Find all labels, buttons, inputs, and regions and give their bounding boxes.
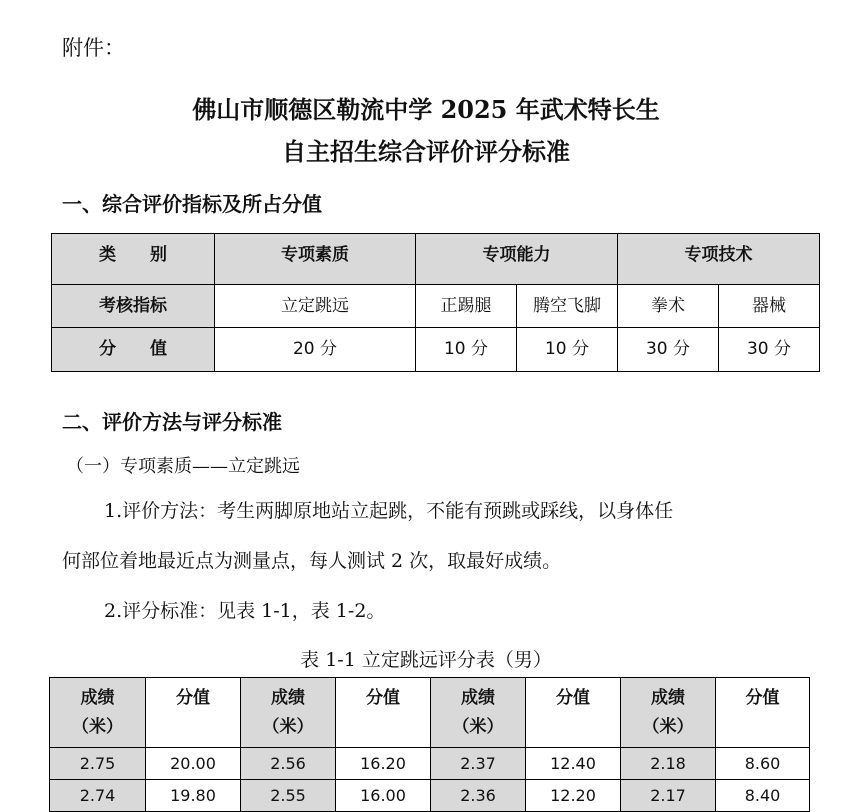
score-value: 10 分 xyxy=(517,328,618,372)
score-value: 30 分 xyxy=(618,328,719,372)
header-score: 分值 xyxy=(336,678,431,748)
document-title-line1: 佛山市顺德区勒流中学 2025 年武术特长生 xyxy=(192,95,660,124)
header-result: 成绩 （米） xyxy=(50,678,146,748)
result-cell: 2.55 xyxy=(241,780,336,812)
result-cell: 2.74 xyxy=(50,780,146,812)
result-cell: 2.18 xyxy=(621,748,716,780)
score-cell: 8.60 xyxy=(716,748,810,780)
index-item: 腾空飞脚 xyxy=(517,285,618,328)
section1-heading: 一、综合评价指标及所占分值 xyxy=(62,192,322,216)
document-title-line2: 自主招生综合评价评分标准 xyxy=(282,137,570,166)
header-score: 分值 xyxy=(146,678,241,748)
score-cell: 12.20 xyxy=(526,780,621,812)
category-special-skill: 专项技术 xyxy=(618,234,820,285)
paragraph-method-line2: 何部位着地最近点为测量点，每人测试 2 次，取最好成绩。 xyxy=(62,550,562,572)
table-row xyxy=(50,780,810,812)
table-caption: 表 1-1 立定跳远评分表（男） xyxy=(300,649,552,671)
header-result: 成绩 （米） xyxy=(241,678,336,748)
score-cell: 16.00 xyxy=(336,780,431,812)
score-label: 分 值 xyxy=(52,328,215,372)
index-item: 拳术 xyxy=(618,285,719,328)
score-cell: 8.40 xyxy=(716,780,810,812)
header-score: 分值 xyxy=(716,678,810,748)
category-special-ability: 专项能力 xyxy=(416,234,618,285)
standing-jump-score-table xyxy=(49,677,810,812)
score-value: 10 分 xyxy=(416,328,517,372)
attachment-label: 附件： xyxy=(62,36,125,60)
result-cell: 2.17 xyxy=(621,780,716,812)
table-row xyxy=(50,748,810,780)
score-cell: 16.20 xyxy=(336,748,431,780)
section2-heading: 二、评价方法与评分标准 xyxy=(62,410,282,434)
score-cell: 19.80 xyxy=(146,780,241,812)
subsection-heading: （一）专项素质——立定跳远 xyxy=(66,456,300,477)
category-special-quality: 专项素质 xyxy=(215,234,416,285)
result-cell: 2.37 xyxy=(431,748,526,780)
evaluation-index-table xyxy=(51,233,820,372)
header-result: 成绩 （米） xyxy=(621,678,716,748)
header-score: 分值 xyxy=(526,678,621,748)
result-cell: 2.56 xyxy=(241,748,336,780)
paragraph-standard: 2.评分标准：见表 1-1，表 1-2。 xyxy=(104,600,386,622)
index-item: 正踢腿 xyxy=(416,285,517,328)
result-cell: 2.75 xyxy=(50,748,146,780)
index-label: 考核指标 xyxy=(52,285,215,328)
paragraph-method-line1: 1.评价方法：考生两脚原地站立起跳，不能有预跳或踩线，以身体任 xyxy=(104,500,674,522)
score-value: 30 分 xyxy=(719,328,820,372)
category-label: 类 别 xyxy=(52,234,215,285)
header-result: 成绩 （米） xyxy=(431,678,526,748)
index-item: 立定跳远 xyxy=(215,285,416,328)
score-value: 20 分 xyxy=(215,328,416,372)
result-cell: 2.36 xyxy=(431,780,526,812)
index-item: 器械 xyxy=(719,285,820,328)
score-cell: 20.00 xyxy=(146,748,241,780)
score-cell: 12.40 xyxy=(526,748,621,780)
